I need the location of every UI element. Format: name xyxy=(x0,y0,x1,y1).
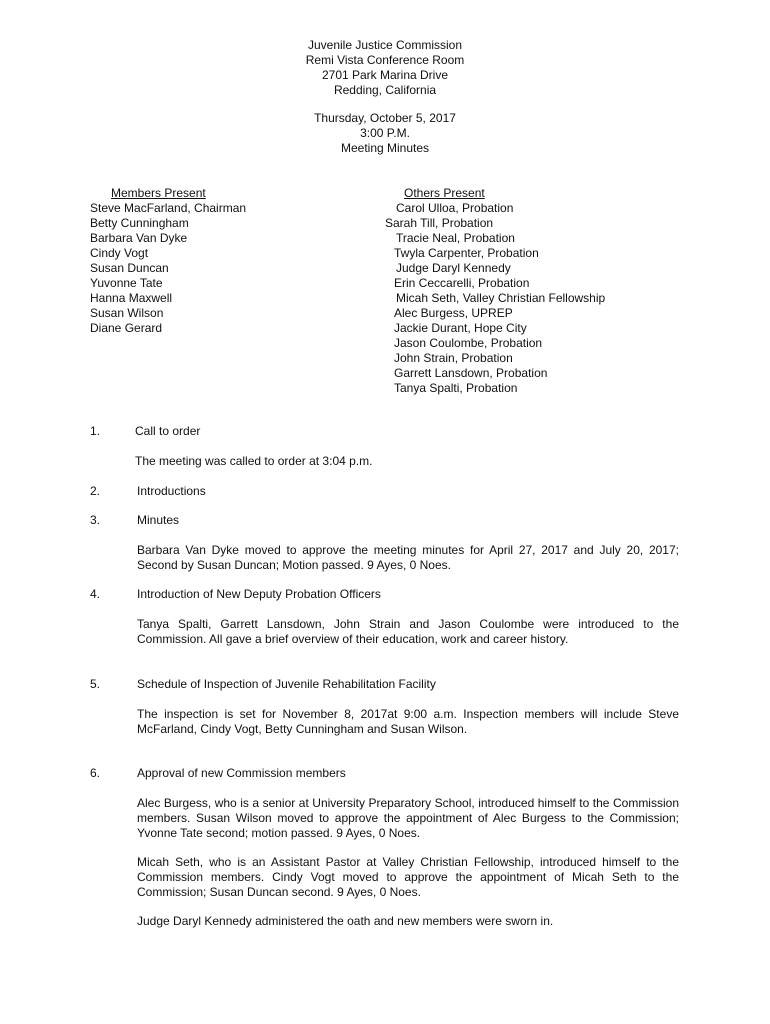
item-title: Schedule of Inspection of Juvenile Rehabilitation Facility xyxy=(137,677,436,691)
member-name: Diane Gerard xyxy=(90,321,163,335)
item-number: 6. xyxy=(90,766,101,780)
other-attendee: Alec Burgess, UPREP xyxy=(394,306,513,320)
item-paragraph: Tanya Spalti, Garrett Lansdown, John Strain and Jason Coulombe were introduced to the Commission. All gave a brief overview of their education, work and career history. xyxy=(137,617,679,646)
item-number: 3. xyxy=(90,513,101,527)
meeting-header xyxy=(0,38,770,156)
meeting-time: 3:00 P.M. xyxy=(360,126,410,140)
item-paragraph: Judge Daryl Kennedy administered the oath and new members were sworn in. xyxy=(137,914,554,928)
item-number: 4. xyxy=(90,587,101,601)
meeting-city: Redding, California xyxy=(333,83,437,97)
other-attendee: Jackie Durant, Hope City xyxy=(394,321,527,335)
member-name: Barbara Van Dyke xyxy=(90,231,188,245)
item-paragraph: The meeting was called to order at 3:04 p.m. xyxy=(135,454,373,468)
other-attendee: Garrett Lansdown, Probation xyxy=(394,366,548,380)
item-paragraph: The inspection is set for November 8, 2017at 9:00 a.m. Inspection members will include Steve McFarland, Cindy Vogt, Betty Cunningham and Susan Wilson. xyxy=(137,707,679,736)
item-title: Minutes xyxy=(137,513,180,527)
item-title: Introductions xyxy=(137,484,206,498)
meeting-room: Remi Vista Conference Room xyxy=(305,53,465,67)
other-attendee: John Strain, Probation xyxy=(394,351,513,365)
member-name: Betty Cunningham xyxy=(90,216,189,230)
organization-name: Juvenile Justice Commission xyxy=(307,38,463,52)
other-attendee: Tanya Spalti, Probation xyxy=(394,381,518,395)
other-attendee: Jason Coulombe, Probation xyxy=(394,336,543,350)
meeting-date: Thursday, October 5, 2017 xyxy=(314,111,456,125)
member-name: Susan Wilson xyxy=(90,306,164,320)
item-paragraph: Barbara Van Dyke moved to approve the meeting minutes for April 27, 2017 and July 20, 2017; Second by Susan Duncan; Motion passed. 9 Ayes, 0 Noes. xyxy=(137,543,679,572)
item-paragraph: Micah Seth, who is an Assistant Pastor at Valley Christian Fellowship, introduced himself to the Commission members. Cindy Vogt moved to approve the appointment of Micah Seth to the Commission; Susan Duncan second. 9 Ayes, 0 Noes. xyxy=(137,855,679,899)
other-attendee: Erin Ceccarelli, Probation xyxy=(394,276,530,290)
member-name: Hanna Maxwell xyxy=(90,291,173,305)
others-present-heading: Others Present xyxy=(404,186,485,200)
item-title: Introduction of New Deputy Probation Officers xyxy=(137,587,381,601)
other-attendee: Carol Ulloa, Probation xyxy=(396,201,514,215)
member-name: Cindy Vogt xyxy=(90,246,149,260)
other-attendee: Judge Daryl Kennedy xyxy=(396,261,511,275)
other-attendee: Tracie Neal, Probation xyxy=(396,231,515,245)
item-title: Call to order xyxy=(135,424,201,438)
item-number: 5. xyxy=(90,677,101,691)
item-number: 1. xyxy=(90,424,101,438)
item-number: 2. xyxy=(90,484,101,498)
member-name: Steve MacFarland, Chairman xyxy=(90,201,247,215)
other-attendee: Twyla Carpenter, Probation xyxy=(394,246,539,260)
meeting-address: 2701 Park Marina Drive xyxy=(321,68,449,82)
item-title: Approval of new Commission members xyxy=(137,766,346,780)
item-paragraph: Alec Burgess, who is a senior at University Preparatory School, introduced himself to the Commission members. Susan Wilson moved to approve the appointment of Alec Burgess to the Commission; Yvonne Tate second; motion passed. 9 Ayes, 0 Noes. xyxy=(137,796,679,840)
other-attendee: Sarah Till, Probation xyxy=(385,216,494,230)
member-name: Yuvonne Tate xyxy=(90,276,163,290)
other-attendee: Micah Seth, Valley Christian Fellowship xyxy=(396,291,606,305)
others-present-list xyxy=(385,186,705,396)
member-name: Susan Duncan xyxy=(90,261,169,275)
document-type: Meeting Minutes xyxy=(340,141,430,155)
members-present-heading: Members Present xyxy=(111,186,206,200)
members-present-list xyxy=(90,186,370,336)
